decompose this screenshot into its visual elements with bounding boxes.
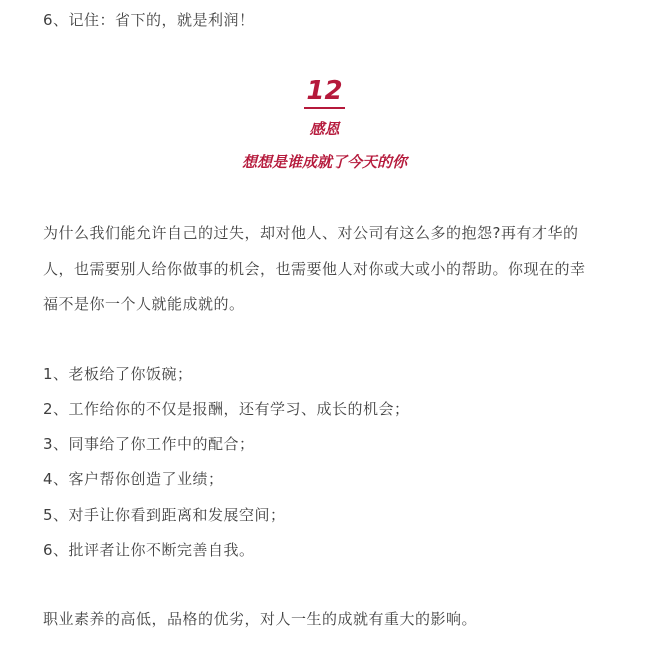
section-number bbox=[0, 76, 649, 109]
list-item: 1、老板给了你饭碗； bbox=[43, 365, 193, 383]
closing-line: 职业素养的高低，品格的优劣，对人一生的成就有重大的影响。 bbox=[43, 610, 478, 628]
section-subtitle: 想想是谁成就了今天的你 bbox=[241, 153, 407, 171]
list-item: 3、同事给了你工作中的配合； bbox=[43, 435, 255, 453]
section-number-text: 12 bbox=[304, 76, 344, 109]
list-item: 4、客户帮你创造了业绩； bbox=[43, 470, 224, 488]
paragraph-line-2: 人，也需要别人给你做事的机会，也需要他人对你或大或小的帮助。你现在的幸 bbox=[43, 260, 586, 278]
paragraph-line-3: 福不是你一个人就能成就的。 bbox=[43, 295, 245, 313]
list-item: 2、工作给你的不仅是报酬，还有学习、成长的机会； bbox=[43, 400, 410, 418]
section-title: 感恩 bbox=[309, 120, 340, 138]
paragraph-line-1: 为什么我们能允许自己的过失，却对他人、对公司有这么多的抱怨?再有才华的 bbox=[43, 224, 579, 242]
list-item: 5、对手让你看到距离和发展空间； bbox=[43, 506, 286, 524]
intro-line: 6、记住：省下的，就是利润！ bbox=[43, 11, 255, 29]
list-item: 6、批评者让你不断完善自我。 bbox=[43, 541, 255, 559]
